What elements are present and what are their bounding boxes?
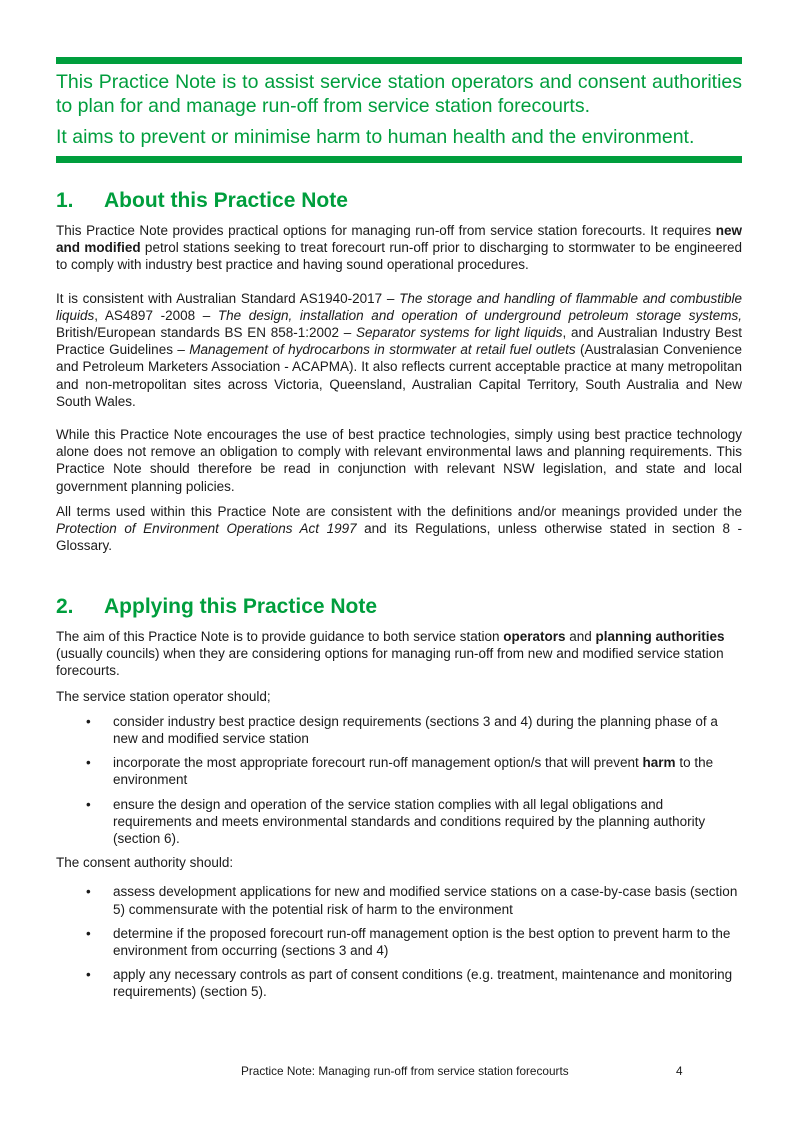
bullet-icon: • xyxy=(86,713,91,729)
bullet-icon: • xyxy=(86,755,91,771)
section-1-number: 1. xyxy=(56,189,74,212)
list-item xyxy=(56,966,742,1000)
text-run: petrol stations seeking to treat forecourt run-off prior to discharging to stormwater to be engineered to comply with industry best practice and having sound operational procedures. xyxy=(56,240,742,273)
list-item-text: ensure the design and operation of the service station complies with all legal obligations and requirements and meets environmental standards and conditions required by the planning authority (section 6). xyxy=(113,796,706,847)
s1-paragraph-2 xyxy=(56,290,742,410)
text-run-italic: Separator systems for light liquids xyxy=(356,325,563,341)
intro-callout xyxy=(56,70,742,149)
list-item xyxy=(56,925,742,959)
operator-intro: The service station operator should; xyxy=(56,688,271,704)
s1-paragraph-1 xyxy=(56,222,742,274)
list-item-text: determine if the proposed forecourt run-off management option is the best option to prevent harm to the environment from occurring (sections 3 and 4) xyxy=(113,925,731,959)
text-run: All terms used within this Practice Note are consistent with the definitions and/or meanings provided under the xyxy=(56,503,742,519)
intro-line-2: It aims to prevent or minimise harm to human health and the environment. xyxy=(56,126,695,148)
footer-title: Practice Note: Managing run-off from service station forecourts xyxy=(241,1064,569,1078)
list-item xyxy=(56,796,742,848)
text-run: It is consistent with Australian Standard AS1940-2017 – xyxy=(56,290,400,306)
text-run-italic: Management of hydrocarbons in stormwater at retail fuel outlets xyxy=(189,342,576,358)
list-item-text: assess development applications for new and modified service stations on a case-by-case basis (section 5) commensurate with the potential risk of harm to the environment xyxy=(113,884,738,917)
bullet-icon: • xyxy=(86,796,91,812)
text-run: The aim of this Practice Note is to provide guidance to both service station xyxy=(56,629,504,644)
text-run: , and Australian Industry Best Practice Guidelines – xyxy=(56,325,742,358)
list-item-text: to the environment xyxy=(113,755,714,788)
text-run: and xyxy=(565,629,596,644)
list-item-text: apply any necessary controls as part of consent conditions (e.g. treatment, maintenance and monitoring requirements) (section 5). xyxy=(113,967,733,1000)
s1-paragraph-4 xyxy=(56,503,742,555)
bullet-icon: • xyxy=(86,884,91,900)
top-green-rule xyxy=(56,57,742,64)
s1-paragraph-3: While this Practice Note encourages the use of best practice technologies, simply using best practice technology alone does not remove an obligation to comply with relevant environmental laws and planning requirements. This Practice Note should therefore be read in conjunction with relevant NSW legislation, and state and local government planning policies. xyxy=(56,427,742,494)
bullet-icon: • xyxy=(86,967,91,983)
text-run-bold: planning authorities xyxy=(595,629,725,644)
section-1-heading xyxy=(56,188,348,214)
text-run-bold: new and modified xyxy=(56,223,742,256)
section-1-title: About this Practice Note xyxy=(104,189,348,212)
text-run: This Practice Note provides practical options for managing run-off from service station forecourts. It requires xyxy=(56,223,716,238)
s2-paragraph-1 xyxy=(56,628,742,680)
section-2-heading xyxy=(56,594,377,620)
bottom-green-rule xyxy=(56,156,742,163)
list-item xyxy=(56,713,742,747)
bullet-icon: • xyxy=(86,925,91,941)
section-2-body xyxy=(56,628,742,1008)
list-item-text: incorporate the most appropriate forecourt run-off management option/s that will prevent xyxy=(113,755,643,771)
section-2-title: Applying this Practice Note xyxy=(104,595,378,618)
text-run-italic: The design, installation and operation of underground petroleum storage systems, xyxy=(217,307,742,323)
consent-intro: The consent authority should: xyxy=(56,855,234,871)
text-run: (usually councils) when they are considering options for managing run-off from new and modified service station forecourts. xyxy=(56,646,724,679)
section-2-number: 2. xyxy=(56,595,74,618)
text-run-bold: operators xyxy=(503,629,566,644)
text-run-italic: The storage and handling of flammable and combustible liquids xyxy=(56,290,742,323)
list-item-bold: harm xyxy=(642,755,676,771)
page-number: 4 xyxy=(676,1064,683,1078)
list-item-text: consider industry best practice design requirements (sections 3 and 4) during the planning phase of a new and modified service station xyxy=(113,713,718,747)
text-run: , AS4897 -2008 – xyxy=(94,307,218,323)
consent-list xyxy=(56,883,742,1000)
text-run: (Australasian Convenience and Petroleum Marketers Association - ACAPMA). It also reflects current acceptable practice at many metropolitan and non-metropolitan sites across Victoria, Queensland, Australian Capital Territory, South Australia and New South Wales. xyxy=(56,342,742,409)
list-item xyxy=(56,754,742,788)
list-item xyxy=(56,883,742,917)
text-run: and its Regulations, unless otherwise stated in section 8 - Glossary. xyxy=(56,521,742,554)
intro-line-1: This Practice Note is to assist service station operators and consent authorities to plan for and manage run-off from service station forecourts. xyxy=(56,71,742,117)
text-run: British/European standards BS EN 858-1:2002 – xyxy=(56,325,357,341)
operator-list xyxy=(56,713,742,847)
text-run-italic: Protection of Environment Operations Act 1997 xyxy=(56,521,357,537)
section-1-body xyxy=(56,222,742,554)
